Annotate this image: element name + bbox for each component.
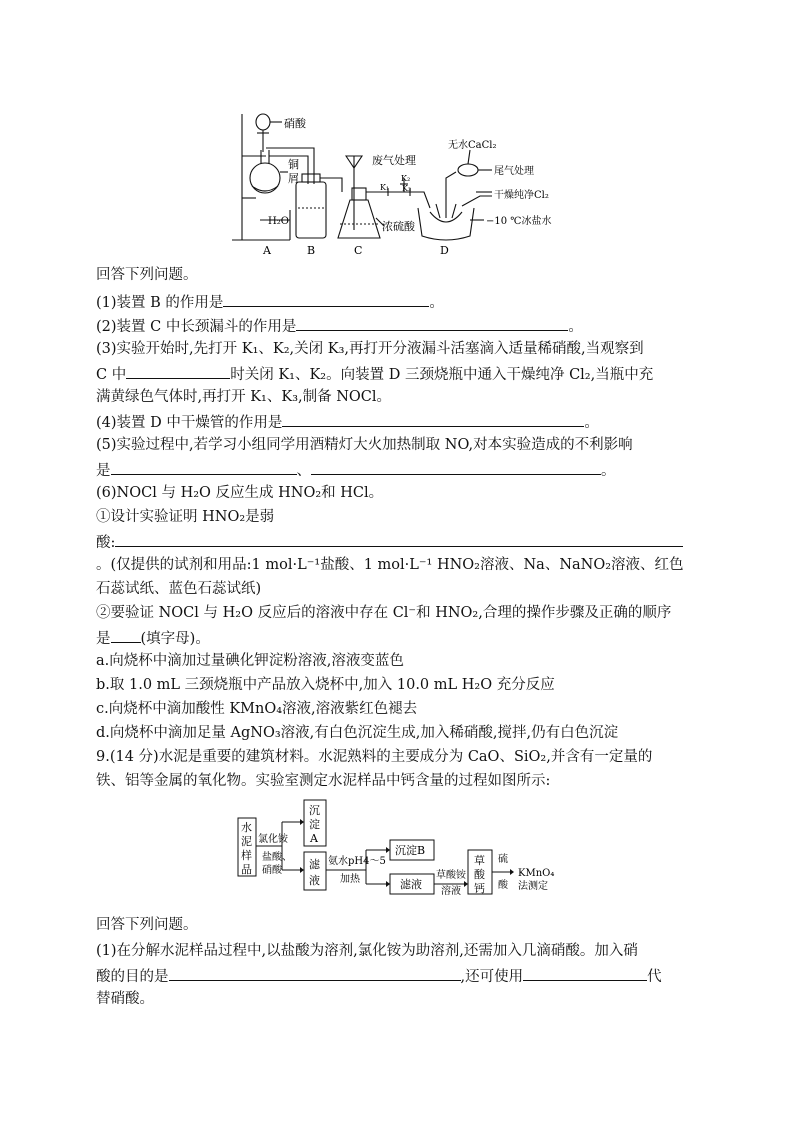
flow-caox-1: 草 <box>474 854 485 867</box>
label-k2: K₂ <box>401 174 411 183</box>
flow-nh4cl: 氯化铵 <box>258 834 288 845</box>
flow-sulfuric-2: 酸 <box>498 880 508 891</box>
answer-blank[interactable] <box>169 964 461 981</box>
q8-part6-1-line4: 石蕊试纸、蓝色石蕊试纸) <box>96 581 262 597</box>
answer-blank[interactable] <box>111 626 141 643</box>
q9-part1-purpose: 酸的目的是 <box>96 969 169 985</box>
q8-part5-line2 <box>96 458 706 482</box>
option-b: b.取 1.0 mL 三颈烧瓶中产品放入烧杯中,加入 10.0 mL H₂O 充分反应 <box>96 677 555 693</box>
apparatus-diagram <box>230 100 580 260</box>
q8-part6-2-hint: (填字母)。 <box>140 631 210 647</box>
q8-intro: 回答下列问题。 <box>96 267 198 283</box>
flow-kmno4-method: 法测定 <box>518 881 548 892</box>
q8-part6-2-is: 是 <box>96 631 111 647</box>
q8-part1-end: 。 <box>429 295 444 311</box>
q8-part4-end: 。 <box>584 415 599 431</box>
q8-part2-text: (2)装置 C 中长颈漏斗的作用是 <box>96 319 297 335</box>
q8-part2-end: 。 <box>568 319 583 335</box>
q8-part6-1-line2 <box>96 530 706 554</box>
answer-blank[interactable] <box>115 530 683 547</box>
q8-part5-is: 是 <box>96 463 111 479</box>
option-c: c.向烧杯中滴加酸性 KMnO₄溶液,溶液紫红色褪去 <box>96 701 418 717</box>
flow-heat: 加热 <box>340 874 360 885</box>
label-copper-1: 铜 <box>288 158 299 171</box>
flow-precip-a-1: 沉 <box>309 804 320 817</box>
flow-acid-1: 盐酸、 <box>262 852 292 863</box>
q8-part6-2-line1: ②要验证 NOCl 与 H₂O 反应后的溶液中存在 Cl⁻和 HNO₂,合理的操作步骤及正确的顺序 <box>96 605 672 621</box>
q8-part1 <box>96 290 706 314</box>
label-copper-2: 屑 <box>288 172 299 185</box>
label-nitric: 硝酸 <box>284 117 306 130</box>
label-k3: K₃ <box>402 184 412 193</box>
flow-caox-3: 钙 <box>474 882 485 895</box>
letter-c: C <box>354 244 363 257</box>
flow-acid-2: 硝酸 <box>262 865 282 876</box>
label-ice: −10 ℃冰盐水 <box>486 216 552 227</box>
q8-part6: (6)NOCl 与 H₂O 反应生成 HNO₂和 HCl。 <box>96 485 384 501</box>
q8-part5-line1: (5)实验过程中,若学习小组同学用酒精灯大火加热制取 NO,对本实验造成的不利影响 <box>96 437 633 453</box>
q9-part1-line1: (1)在分解水泥样品过程中,以盐酸为溶剂,氯化铵为助溶剂,还需加入几滴硝酸。加入硝 <box>96 943 638 959</box>
q9-part1-replace: 代 <box>647 969 662 985</box>
answer-blank[interactable] <box>523 964 647 981</box>
flow-filtrate-1: 滤 <box>309 858 320 871</box>
label-h2so4: 浓硫酸 <box>382 220 415 233</box>
option-a: a.向烧杯中滴加过量碘化钾淀粉溶液,溶液变蓝色 <box>96 653 404 669</box>
q8-part5-end: 。 <box>601 463 616 479</box>
flow-sample-2: 泥 <box>241 835 252 848</box>
letter-d: D <box>440 244 449 257</box>
answer-blank[interactable] <box>296 314 568 331</box>
q8-part6-1-acid: 酸: <box>96 535 116 551</box>
flow-ammonia: 氨水pH4～5 <box>328 856 386 867</box>
label-k1: K₁ <box>380 183 390 192</box>
q8-part6-1-line1: ①设计实验证明 HNO₂是弱 <box>96 509 275 525</box>
q8-part5-sep: 、 <box>296 463 311 479</box>
answer-blank[interactable] <box>282 410 584 427</box>
q9-part1-line2 <box>96 964 706 988</box>
label-water: H₂O <box>268 216 289 227</box>
q8-part3-line1: (3)实验开始时,先打开 K₁、K₂,关闭 K₃,再打开分液漏斗活塞滴入适量稀硝酸,当观察到 <box>96 341 644 357</box>
flow-kmno4: KMnO₄ <box>518 868 555 879</box>
answer-blank[interactable] <box>223 290 429 307</box>
flow-sample-4: 品 <box>241 863 252 876</box>
answer-blank[interactable] <box>126 362 230 379</box>
q8-part3-rest: 时关闭 K₁、K₂。向装置 D 三颈烧瓶中通入干燥纯净 Cl₂,当瓶中充 <box>230 367 654 383</box>
flow-caox-2: 酸 <box>474 868 485 881</box>
q9-part1-also: ,还可使用 <box>460 969 524 985</box>
letter-a: A <box>263 244 271 257</box>
flow-sample-3: 样 <box>241 849 252 862</box>
flow-precip-b: 沉淀B <box>395 844 426 857</box>
option-d: d.向烧杯中滴加足量 AgNO₃溶液,有白色沉淀生成,加入稀硝酸,搅拌,仍有白色沉淀 <box>96 725 619 741</box>
flow-precip-a-3: A <box>310 832 318 845</box>
q8-part2 <box>96 314 706 338</box>
label-tail: 尾气处理 <box>494 166 534 177</box>
q8-part4 <box>96 410 706 434</box>
flow-chart <box>236 796 596 900</box>
flow-precip-a-2: 淀 <box>309 818 320 831</box>
q9-part1-line3: 替硝酸。 <box>96 991 154 1007</box>
answer-blank[interactable] <box>311 458 601 475</box>
letter-b: B <box>307 244 316 257</box>
flow-oxalate-2: 溶液 <box>441 886 461 897</box>
label-cacl2: 无水CaCl₂ <box>448 140 497 151</box>
q8-part6-1-line3: 。(仅提供的试剂和用品:1 mol·L⁻¹盐酸、1 mol·L⁻¹ HNO₂溶液、Na、NaNO₂溶液、红色 <box>96 557 684 573</box>
flow-oxalate-1: 草酸铵 <box>436 870 466 881</box>
flow-sample-1: 水 <box>241 821 252 834</box>
q8-part1-text: (1)装置 B 的作用是 <box>96 295 224 311</box>
answer-blank[interactable] <box>111 458 297 475</box>
flow-sulfuric-1: 硫 <box>498 854 508 865</box>
q8-part4-text: (4)装置 D 中干燥管的作用是 <box>96 415 283 431</box>
q8-part6-2-line2 <box>96 626 706 650</box>
q9-line1: 9.(14 分)水泥是重要的建筑材料。水泥熟料的主要成分为 CaO、SiO₂,并含有一定量的 <box>96 749 653 765</box>
q9-intro: 回答下列问题。 <box>96 917 198 933</box>
label-cl2: 干燥纯净Cl₂ <box>494 190 549 201</box>
flow-filtrate-2: 液 <box>309 874 320 887</box>
label-waste: 废气处理 <box>372 154 416 167</box>
q8-part3-c: C 中 <box>96 367 127 383</box>
q9-line2: 铁、铝等金属的氧化物。实验室测定水泥样品中钙含量的过程如图所示: <box>96 773 551 789</box>
flow-filtrate-2-box: 滤液 <box>400 878 422 891</box>
q8-part3-line2 <box>96 362 706 386</box>
q8-part3-line3: 满黄绿色气体时,再打开 K₁、K₃,制备 NOCl。 <box>96 389 392 405</box>
